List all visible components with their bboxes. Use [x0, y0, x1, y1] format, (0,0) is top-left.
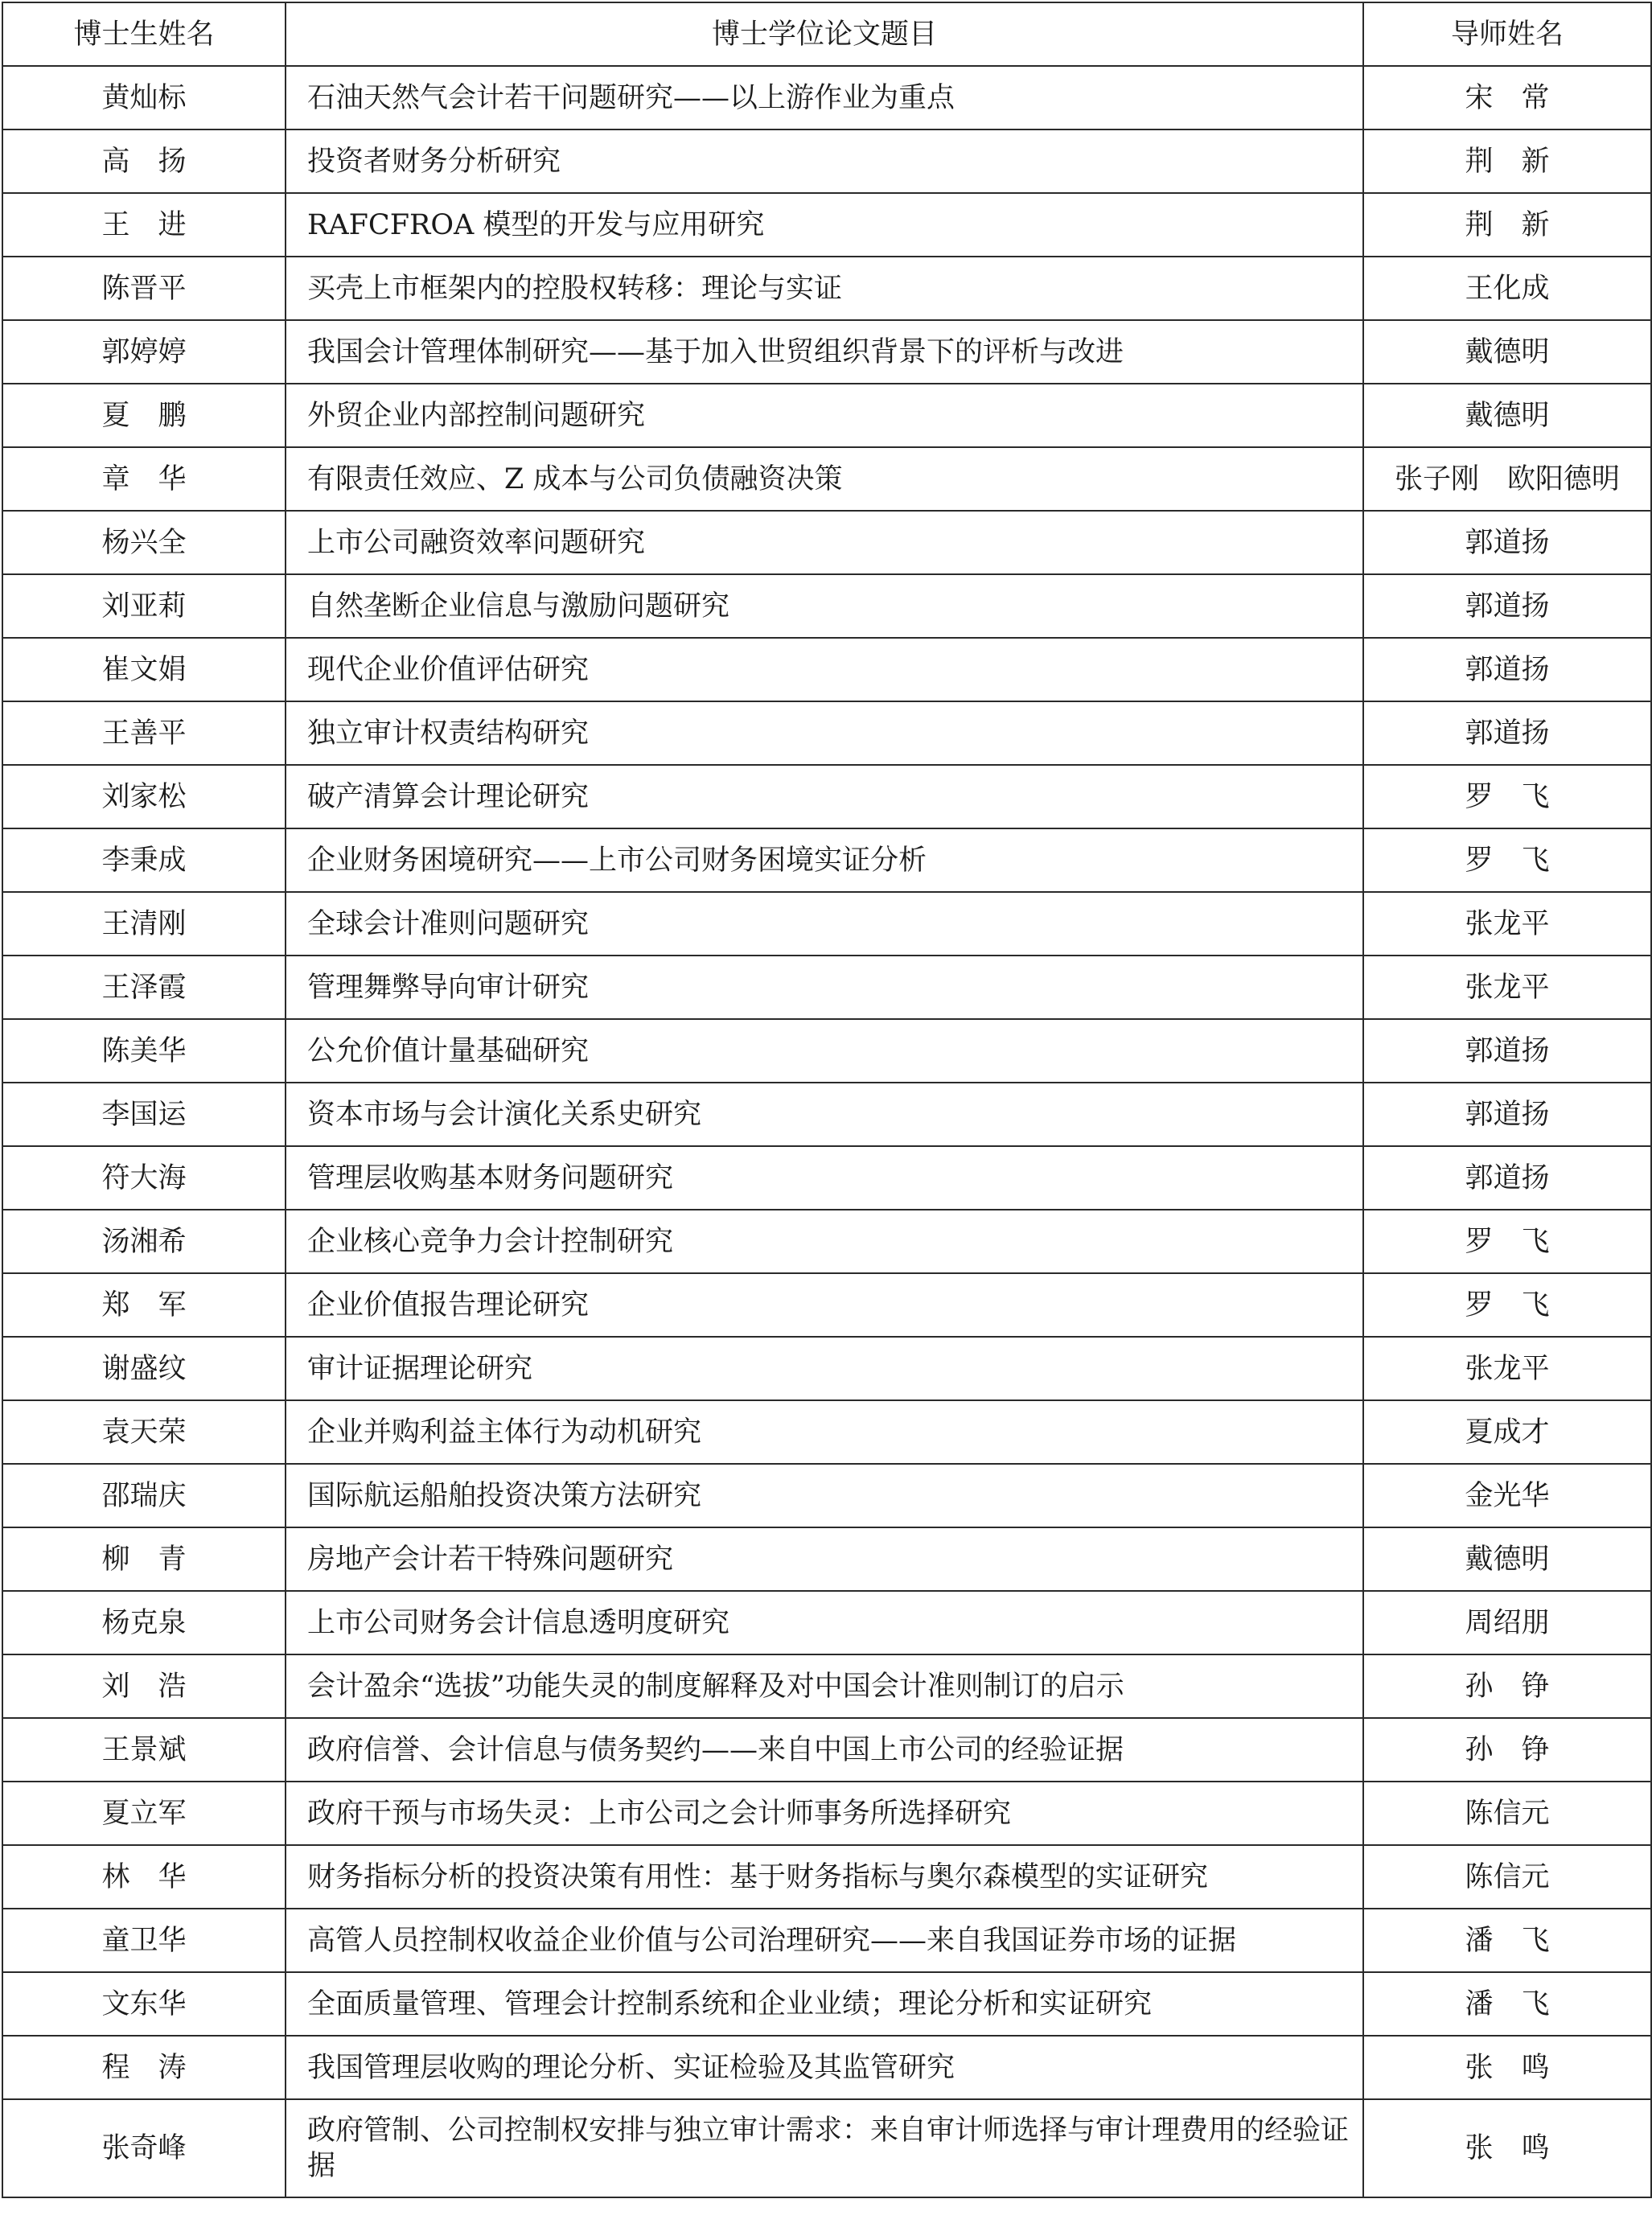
advisor-name-cell: 罗 飞 [1363, 1210, 1651, 1273]
advisor-name-cell: 郭道扬 [1363, 1019, 1651, 1083]
student-name-cell: 林 华 [2, 1845, 286, 1909]
table-row [2, 1083, 1651, 1146]
table-row [2, 1337, 1651, 1400]
dissertation-title-cell: 上市公司融资效率问题研究 [286, 511, 1363, 574]
student-name-cell: 柳 青 [2, 1527, 286, 1591]
advisor-name-cell: 张龙平 [1363, 956, 1651, 1019]
table-row [2, 1019, 1651, 1083]
dissertation-title-cell: 企业核心竞争力会计控制研究 [286, 1210, 1363, 1273]
student-name-cell: 袁天荣 [2, 1400, 286, 1464]
dissertation-title-cell: 公允价值计量基础研究 [286, 1019, 1363, 1083]
table-row [2, 1782, 1651, 1845]
dissertation-title-cell: 全面质量管理、管理会计控制系统和企业业绩；理论分析和实证研究 [286, 1972, 1363, 2036]
table-row [2, 66, 1651, 129]
dissertation-title-cell: 审计证据理论研究 [286, 1337, 1363, 1400]
table-row [2, 956, 1651, 1019]
table-row [2, 1464, 1651, 1527]
dissertation-title-cell: 外贸企业内部控制问题研究 [286, 384, 1363, 447]
table-row [2, 1146, 1651, 1210]
student-name-cell: 李秉成 [2, 828, 286, 892]
table-row [2, 701, 1651, 765]
advisor-name-cell: 郭道扬 [1363, 511, 1651, 574]
advisor-name-cell: 戴德明 [1363, 320, 1651, 384]
dissertation-title-cell: 管理层收购基本财务问题研究 [286, 1146, 1363, 1210]
table-row [2, 1654, 1651, 1718]
header-student-name: 博士生姓名 [2, 2, 286, 66]
table-row [2, 574, 1651, 638]
table-row [2, 1972, 1651, 2036]
advisor-name-cell: 孙 铮 [1363, 1718, 1651, 1782]
table-row [2, 1527, 1651, 1591]
student-name-cell: 夏 鹏 [2, 384, 286, 447]
table-row [2, 193, 1651, 257]
dissertation-table [2, 2, 1652, 2198]
dissertation-title-cell: 现代企业价值评估研究 [286, 638, 1363, 701]
dissertation-title-cell: 房地产会计若干特殊问题研究 [286, 1527, 1363, 1591]
advisor-name-cell: 郭道扬 [1363, 638, 1651, 701]
student-name-cell: 谢盛纹 [2, 1337, 286, 1400]
dissertation-title-cell: 财务指标分析的投资决策有用性：基于财务指标与奥尔森模型的实证研究 [286, 1845, 1363, 1909]
advisor-name-cell: 张龙平 [1363, 1337, 1651, 1400]
dissertation-title-cell: 管理舞弊导向审计研究 [286, 956, 1363, 1019]
dissertation-title-cell: 企业并购利益主体行为动机研究 [286, 1400, 1363, 1464]
dissertation-title-cell: 买壳上市框架内的控股权转移：理论与实证 [286, 257, 1363, 320]
dissertation-title-cell: 我国会计管理体制研究——基于加入世贸组织背景下的评析与改进 [286, 320, 1363, 384]
header-advisor-name: 导师姓名 [1363, 2, 1651, 66]
advisor-name-cell: 罗 飞 [1363, 828, 1651, 892]
advisor-name-cell: 宋 常 [1363, 66, 1651, 129]
dissertation-title-cell: 独立审计权责结构研究 [286, 701, 1363, 765]
advisor-name-cell: 张龙平 [1363, 892, 1651, 956]
advisor-name-cell: 郭道扬 [1363, 1083, 1651, 1146]
student-name-cell: 刘亚莉 [2, 574, 286, 638]
dissertation-title-cell: 破产清算会计理论研究 [286, 765, 1363, 828]
advisor-name-cell: 郭道扬 [1363, 574, 1651, 638]
advisor-name-cell: 王化成 [1363, 257, 1651, 320]
advisor-name-cell: 郭道扬 [1363, 1146, 1651, 1210]
dissertation-title-cell: 高管人员控制权收益企业价值与公司治理研究——来自我国证券市场的证据 [286, 1909, 1363, 1972]
student-name-cell: 王善平 [2, 701, 286, 765]
dissertation-title-cell: 政府信誉、会计信息与债务契约——来自中国上市公司的经验证据 [286, 1718, 1363, 1782]
student-name-cell: 刘家松 [2, 765, 286, 828]
table-header-row [2, 2, 1651, 66]
table-row [2, 257, 1651, 320]
table-row [2, 828, 1651, 892]
advisor-name-cell: 戴德明 [1363, 1527, 1651, 1591]
student-name-cell: 郑 军 [2, 1273, 286, 1337]
dissertation-title-cell: 政府干预与市场失灵：上市公司之会计师事务所选择研究 [286, 1782, 1363, 1845]
student-name-cell: 杨兴全 [2, 511, 286, 574]
student-name-cell: 陈美华 [2, 1019, 286, 1083]
advisor-name-cell: 夏成才 [1363, 1400, 1651, 1464]
dissertation-title-cell: 有限责任效应、Z 成本与公司负债融资决策 [286, 447, 1363, 511]
advisor-name-cell: 张子刚 欧阳德明 [1363, 447, 1651, 511]
advisor-name-cell: 陈信元 [1363, 1845, 1651, 1909]
student-name-cell: 汤湘希 [2, 1210, 286, 1273]
student-name-cell: 黄灿标 [2, 66, 286, 129]
table-row [2, 384, 1651, 447]
table-row [2, 638, 1651, 701]
student-name-cell: 程 涛 [2, 2036, 286, 2099]
header-dissertation-title: 博士学位论文题目 [286, 2, 1363, 66]
student-name-cell: 王景斌 [2, 1718, 286, 1782]
student-name-cell: 章 华 [2, 447, 286, 511]
student-name-cell: 高 扬 [2, 129, 286, 193]
student-name-cell: 邵瑞庆 [2, 1464, 286, 1527]
table-row [2, 2036, 1651, 2099]
table-row [2, 1909, 1651, 1972]
student-name-cell: 童卫华 [2, 1909, 286, 1972]
table-row [2, 1210, 1651, 1273]
student-name-cell: 张奇峰 [2, 2099, 286, 2197]
student-name-cell: 刘 浩 [2, 1654, 286, 1718]
dissertation-title-cell: 自然垄断企业信息与激励问题研究 [286, 574, 1363, 638]
student-name-cell: 符大海 [2, 1146, 286, 1210]
advisor-name-cell: 张 鸣 [1363, 2099, 1651, 2197]
table-row [2, 765, 1651, 828]
dissertation-title-cell: 资本市场与会计演化关系史研究 [286, 1083, 1363, 1146]
advisor-name-cell: 潘 飞 [1363, 1909, 1651, 1972]
table-row [2, 511, 1651, 574]
student-name-cell: 陈晋平 [2, 257, 286, 320]
table-row [2, 1400, 1651, 1464]
advisor-name-cell: 荆 新 [1363, 129, 1651, 193]
student-name-cell: 李国运 [2, 1083, 286, 1146]
advisor-name-cell: 金光华 [1363, 1464, 1651, 1527]
dissertation-title-cell: 企业价值报告理论研究 [286, 1273, 1363, 1337]
advisor-name-cell: 罗 飞 [1363, 1273, 1651, 1337]
advisor-name-cell: 荆 新 [1363, 193, 1651, 257]
advisor-name-cell: 孙 铮 [1363, 1654, 1651, 1718]
table-row [2, 1591, 1651, 1654]
dissertation-title-cell: 国际航运船舶投资决策方法研究 [286, 1464, 1363, 1527]
advisor-name-cell: 潘 飞 [1363, 1972, 1651, 2036]
advisor-name-cell: 陈信元 [1363, 1782, 1651, 1845]
dissertation-title-cell: 石油天然气会计若干问题研究——以上游作业为重点 [286, 66, 1363, 129]
table-row [2, 129, 1651, 193]
student-name-cell: 崔文娟 [2, 638, 286, 701]
dissertation-title-cell: 上市公司财务会计信息透明度研究 [286, 1591, 1363, 1654]
advisor-name-cell: 周绍朋 [1363, 1591, 1651, 1654]
table-row [2, 1845, 1651, 1909]
advisor-name-cell: 罗 飞 [1363, 765, 1651, 828]
table-body [2, 66, 1651, 2197]
student-name-cell: 郭婷婷 [2, 320, 286, 384]
table-row [2, 320, 1651, 384]
advisor-name-cell: 郭道扬 [1363, 701, 1651, 765]
student-name-cell: 王清刚 [2, 892, 286, 956]
table-row [2, 2099, 1651, 2197]
student-name-cell: 王 进 [2, 193, 286, 257]
dissertation-title-cell: 全球会计准则问题研究 [286, 892, 1363, 956]
dissertation-title-cell: RAFCFROA 模型的开发与应用研究 [286, 193, 1363, 257]
dissertation-title-cell: 政府管制、公司控制权安排与独立审计需求：来自审计师选择与审计理费用的经验证据 [286, 2099, 1363, 2197]
table-row [2, 1718, 1651, 1782]
table-row [2, 447, 1651, 511]
advisor-name-cell: 张 鸣 [1363, 2036, 1651, 2099]
student-name-cell: 王泽霞 [2, 956, 286, 1019]
table-row [2, 1273, 1651, 1337]
student-name-cell: 杨克泉 [2, 1591, 286, 1654]
table-row [2, 892, 1651, 956]
student-name-cell: 文东华 [2, 1972, 286, 2036]
advisor-name-cell: 戴德明 [1363, 384, 1651, 447]
dissertation-title-cell: 企业财务困境研究——上市公司财务困境实证分析 [286, 828, 1363, 892]
dissertation-title-cell: 我国管理层收购的理论分析、实证检验及其监管研究 [286, 2036, 1363, 2099]
student-name-cell: 夏立军 [2, 1782, 286, 1845]
dissertation-title-cell: 会计盈余“选拔”功能失灵的制度解释及对中国会计准则制订的启示 [286, 1654, 1363, 1718]
dissertation-title-cell: 投资者财务分析研究 [286, 129, 1363, 193]
